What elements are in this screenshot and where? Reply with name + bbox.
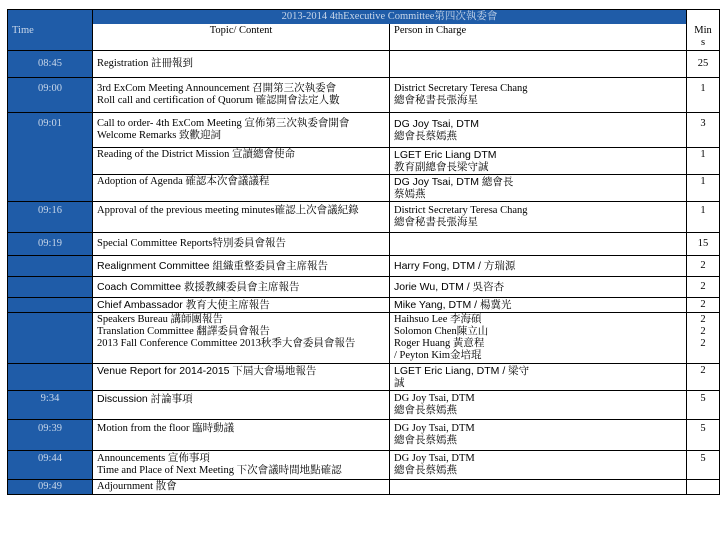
mins-cell: 3 [687, 113, 720, 148]
person-line: 教育副總會長梁守誠 [394, 161, 489, 173]
mins-cell: 1 [687, 148, 720, 175]
time-cell [8, 298, 93, 313]
topic-cell [93, 256, 390, 277]
topic-line: Adoption of Agenda 確認本次會議議程 [97, 176, 270, 187]
topic-line: Reading of the District Mission 宣讀總會使命 [97, 149, 296, 160]
topic-line: Announcements 宣佈事項 [97, 453, 210, 464]
topic-line: Translation Committee 翻譯委員會報告 [97, 326, 270, 337]
mins-cell: 1 [687, 202, 720, 233]
topic-line: Call to order- 4th ExCom Meeting 宣佈第三次執委會開會 [97, 118, 350, 129]
topic-cell [93, 420, 390, 451]
topic-cell [93, 78, 390, 113]
agenda-row [8, 256, 720, 277]
topic-line: Speakers Bureau 講師團報告 [97, 314, 223, 325]
person-cell [390, 175, 687, 202]
agenda-row [8, 277, 720, 298]
topic-line: Special Committee Reports特別委員會報告 [97, 238, 286, 249]
mins-cell: 2 [687, 298, 720, 313]
topic-cell [93, 480, 390, 495]
person-line: DG Joy Tsai, DTM [394, 423, 475, 434]
person-line: Roger Huang 黃意程 [394, 338, 485, 349]
topic-cell [93, 364, 390, 391]
agenda-title: 2013-2014 4thExecutive Committee第四次執委會 [93, 10, 687, 25]
person-line: 總會長蔡嫣燕 [394, 435, 457, 446]
person-cell [390, 313, 687, 364]
person-line: 總會秘書長張海星 [394, 95, 478, 106]
person-header: Person in Charge [390, 24, 687, 51]
topic-cell [93, 233, 390, 256]
person-line: Haihsuo Lee 李海碩 [394, 314, 482, 325]
header-row [8, 24, 720, 51]
topic-line: Adjournment 散會 [97, 481, 177, 492]
mins-cell: 1 [687, 175, 720, 202]
topic-line: Time and Place of Next Meeting 下次會議時間地點確認 [97, 465, 342, 476]
topic-line: Motion from the floor 臨時動議 [97, 423, 235, 434]
agenda-row [8, 148, 720, 175]
mins-cell: 2 [687, 364, 720, 391]
person-line: / Peyton Kim金培琨 [394, 350, 482, 361]
mins-cell: 15 [687, 233, 720, 256]
time-cell: 09:44 [8, 451, 93, 480]
person-cell [390, 202, 687, 233]
mins-cell: 2 [687, 277, 720, 298]
topic-line: Roll call and certification of Quorum 確認開會法定人數 [97, 95, 340, 106]
mins-cell: 5 [687, 391, 720, 420]
topic-line: Chief Ambassador 教育大使主席報告 [97, 299, 270, 311]
agenda-table [7, 9, 720, 495]
person-cell [390, 391, 687, 420]
person-line: District Secretary Teresa Chang [394, 83, 528, 94]
agenda-row [8, 420, 720, 451]
person-cell [390, 51, 687, 78]
person-line: 總會長蔡嫣燕 [394, 465, 457, 476]
topic-cell [93, 113, 390, 148]
person-cell [390, 277, 687, 298]
topic-header: Topic/ Content [93, 24, 390, 51]
mins-cell: 2 2 2 [687, 313, 720, 364]
topic-cell [93, 298, 390, 313]
person-line: DG Joy Tsai, DTM [394, 453, 475, 464]
time-cell [8, 256, 93, 277]
agenda-row [8, 233, 720, 256]
person-line: Mike Yang, DTM / 楊冀光 [394, 299, 512, 311]
person-line: District Secretary Teresa Chang [394, 205, 528, 216]
mins-header [687, 24, 720, 51]
topic-cell [93, 51, 390, 78]
agenda-row [8, 51, 720, 78]
person-line: Harry Fong, DTM / 方瑞源 [394, 260, 516, 272]
person-line: DG Joy Tsai, DTM 總會長 [394, 176, 514, 188]
time-header: Time [8, 24, 93, 51]
agenda-row [8, 364, 720, 391]
person-cell [390, 420, 687, 451]
person-line: Solomon Chen陳立山 [394, 326, 489, 337]
person-line: 總會秘書長張海星 [394, 217, 478, 228]
topic-cell [93, 277, 390, 298]
person-cell [390, 256, 687, 277]
time-cell: 9:34 [8, 391, 93, 420]
topic-line: 3rd ExCom Meeting Announcement 召開第三次執委會 [97, 83, 337, 94]
person-line: 總會長蔡嫣燕 [394, 405, 457, 416]
mins-cell: 5 [687, 420, 720, 451]
mins-cell [687, 480, 720, 495]
time-cell: 09:39 [8, 420, 93, 451]
topic-line: Coach Committee 救援教練委員會主席報告 [97, 281, 300, 293]
topic-line: Discussion 討論事項 [97, 393, 193, 405]
time-cell: 08:45 [8, 51, 93, 78]
person-line: 蔡嫣燕 [394, 188, 426, 200]
topic-cell [93, 313, 390, 364]
time-cell: 09:19 [8, 233, 93, 256]
topic-line: Welcome Remarks 致歡迎詞 [97, 130, 221, 141]
person-cell [390, 148, 687, 175]
person-cell [390, 451, 687, 480]
mins-header-line1: Min [694, 25, 712, 36]
mins-cell: 1 [687, 78, 720, 113]
time-cell: 09:00 [8, 78, 93, 113]
agenda-row [8, 480, 720, 495]
agenda-row [8, 113, 720, 148]
agenda-row [8, 298, 720, 313]
agenda-row [8, 391, 720, 420]
agenda-row [8, 451, 720, 480]
topic-line: Registration 註冊報到 [97, 58, 193, 69]
person-line: DG Joy Tsai, DTM [394, 393, 475, 404]
mins-cell: 2 [687, 256, 720, 277]
time-cell [8, 277, 93, 298]
person-line: LGET Eric Liang DTM [394, 149, 497, 161]
person-line: 總會長蔡嫣燕 [394, 130, 457, 142]
person-cell [390, 113, 687, 148]
time-cell [8, 313, 93, 364]
mins-header-spacer [687, 10, 720, 25]
time-cell [8, 364, 93, 391]
time-header-spacer [8, 10, 93, 25]
agenda-row [8, 78, 720, 113]
topic-line: Venue Report for 2014-2015 下屆大會場地報告 [97, 365, 317, 377]
person-line: DG Joy Tsai, DTM [394, 118, 479, 130]
topic-cell [93, 202, 390, 233]
topic-cell [93, 451, 390, 480]
agenda-row [8, 313, 720, 364]
agenda-row [8, 202, 720, 233]
mins-cell: 5 [687, 451, 720, 480]
topic-line: Approval of the previous meeting minutes確認上次會議紀錄 [97, 205, 359, 216]
person-cell [390, 78, 687, 113]
title-row [8, 10, 720, 25]
time-cell: 09:01 [8, 113, 93, 202]
topic-cell [93, 148, 390, 175]
mins-header-line2: s [700, 37, 706, 48]
person-cell [390, 298, 687, 313]
topic-line: 2013 Fall Conference Committee 2013秋季大會委員會報告 [97, 338, 356, 349]
topic-line: Realignment Committee 組織重整委員會主席報告 [97, 260, 329, 272]
topic-cell [93, 175, 390, 202]
person-line: Jorie Wu, DTM / 吳咨杏 [394, 281, 505, 293]
topic-cell [93, 391, 390, 420]
person-cell [390, 233, 687, 256]
time-cell: 09:16 [8, 202, 93, 233]
agenda-row [8, 175, 720, 202]
person-line: 誠 [394, 377, 405, 389]
person-line: LGET Eric Liang, DTM / 梁守 [394, 365, 530, 377]
person-cell [390, 480, 687, 495]
person-cell [390, 364, 687, 391]
mins-cell: 25 [687, 51, 720, 78]
time-cell: 09:49 [8, 480, 93, 495]
